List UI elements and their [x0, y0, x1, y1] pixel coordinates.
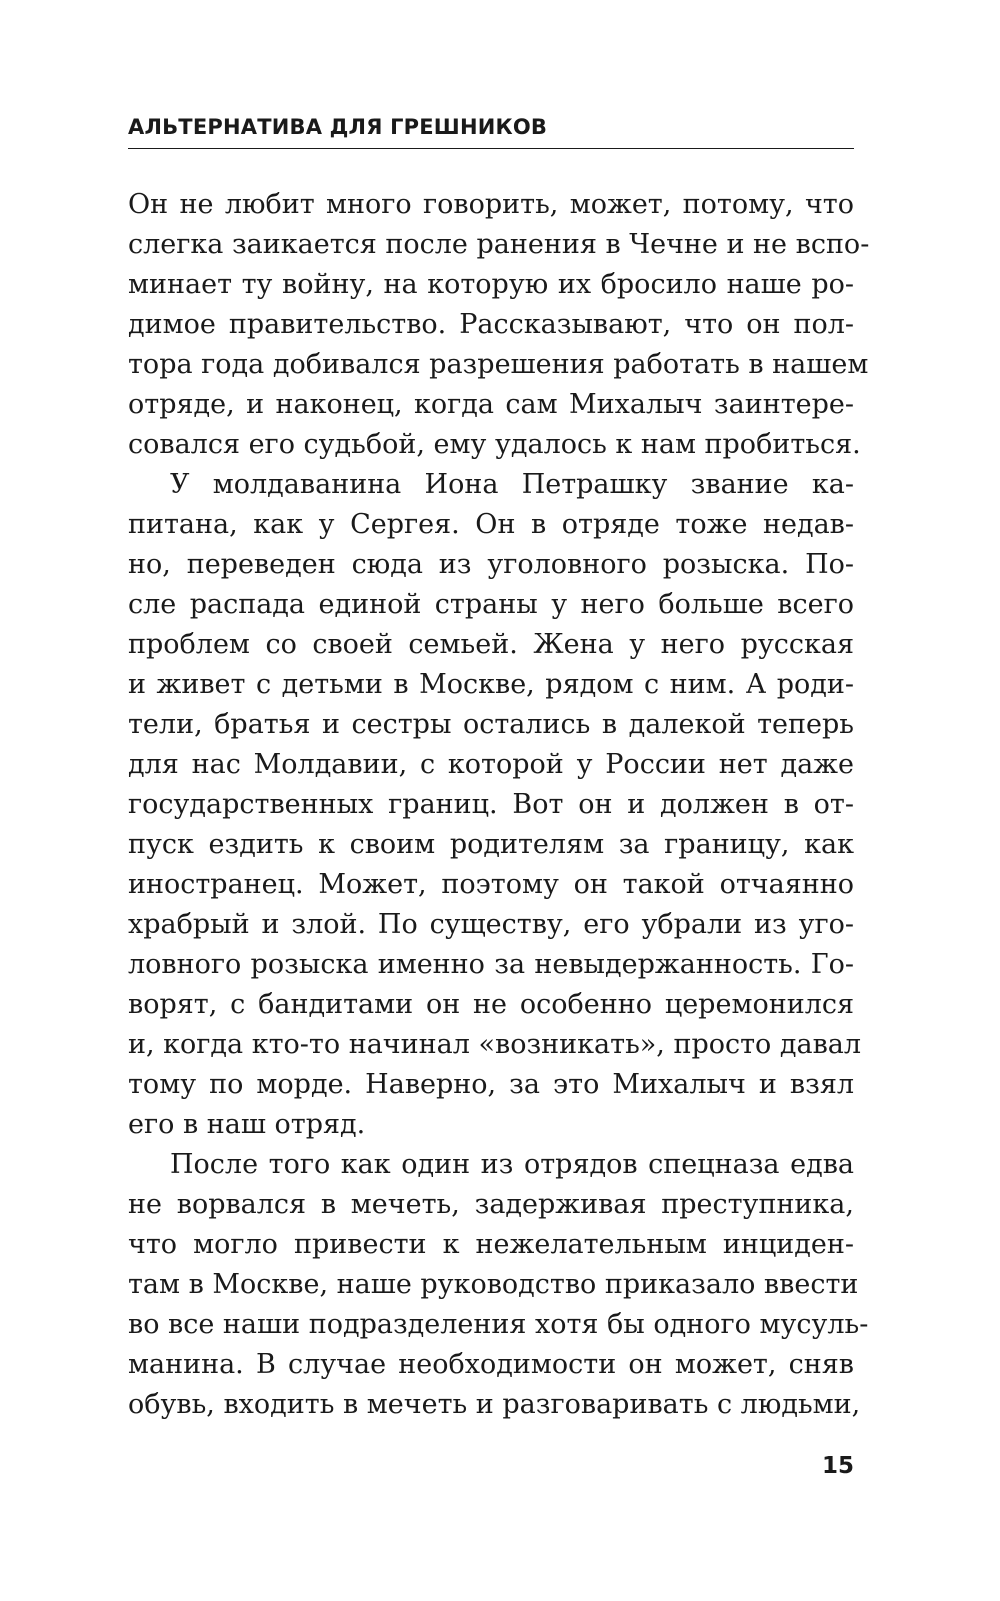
paragraph-2 — [128, 465, 862, 1145]
text-line: храбрый и злой. По существу, его убрали из уго- — [128, 909, 854, 940]
text-line: и живет с детьми в Москве, рядом с ним. А роди- — [128, 669, 854, 700]
text-line: После того как один из отрядов спецназа едва — [170, 1149, 854, 1180]
running-head-title: АЛЬТЕРНАТИВА ДЛЯ ГРЕШНИКОВ — [128, 112, 854, 149]
text-line: тора года добивался разрешения работать в нашем — [128, 349, 869, 380]
text-line: минает ту войну, на которую их бросило наше ро- — [128, 269, 854, 300]
text-line: ворят, с бандитами он не особенно церемонился — [128, 989, 854, 1020]
text-line: тели, братья и сестры остались в далекой теперь — [128, 709, 854, 740]
text-line: Он не любит много говорить, может, потому, что — [128, 189, 854, 220]
text-line: его в наш отряд. — [128, 1109, 366, 1140]
text-line: для нас Молдавии, с которой у России нет даже — [128, 749, 854, 780]
text-line: там в Москве, наше руководство приказало ввести — [128, 1269, 859, 1300]
paragraph-3 — [128, 1145, 869, 1425]
text-line: совался его судьбой, ему удалось к нам пробиться. — [128, 429, 861, 460]
text-line: и, когда кто-то начинал «возникать», просто давал — [128, 1029, 862, 1060]
text-line: слегка заикается после ранения в Чечне и не вспо- — [128, 229, 870, 260]
text-line: пуск ездить к своим родителям за границу, как — [128, 829, 854, 860]
text-line: тому по морде. Наверно, за это Михалыч и взял — [128, 1069, 854, 1100]
text-line: ловного розыска именно за невыдержанность. Го- — [128, 949, 854, 980]
text-line: проблем со своей семьей. Жена у него русская — [128, 629, 854, 660]
text-line: что могло привести к нежелательным инциден- — [128, 1229, 854, 1260]
text-line: питана, как у Сергея. Он в отряде тоже недав- — [128, 509, 854, 540]
paragraph-1 — [128, 185, 870, 465]
text-line: димое правительство. Рассказывают, что он пол- — [128, 309, 854, 340]
text-line: но, переведен сюда из уголовного розыска. По- — [128, 549, 854, 580]
text-line: отряде, и наконец, когда сам Михалыч заинтере- — [128, 389, 854, 420]
text-line: обувь, входить в мечеть и разговаривать с людьми, — [128, 1389, 861, 1420]
page-number: 15 — [821, 1453, 854, 1479]
text-line: У молдаванина Иона Петрашку звание ка- — [170, 469, 854, 500]
text-line: иностранец. Может, поэтому он такой отчаянно — [128, 869, 854, 900]
text-line: сле распада единой страны у него больше всего — [128, 589, 854, 620]
text-line: во все наши подразделения хотя бы одного мусуль- — [128, 1309, 869, 1340]
text-line: государственных границ. Вот он и должен в от- — [128, 789, 854, 820]
body-text — [128, 185, 870, 1425]
text-line: манина. В случае необходимости он может, сняв — [128, 1349, 854, 1380]
text-line: не ворвался в мечеть, задерживая преступника, — [128, 1189, 854, 1220]
